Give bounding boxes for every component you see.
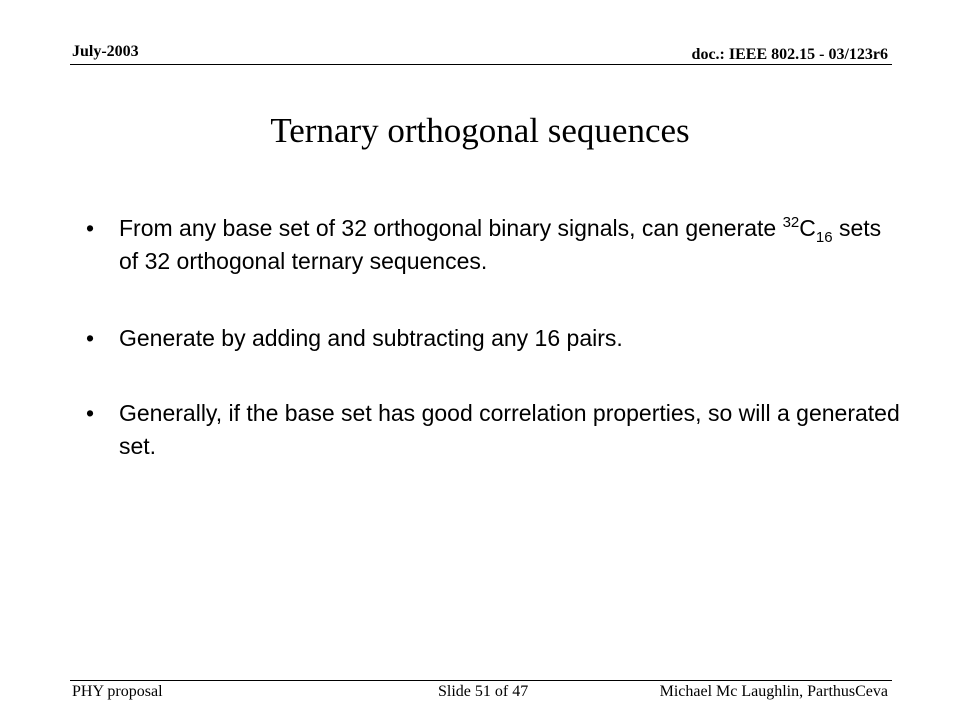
header-doc-id: doc.: IEEE 802.15 - 03/123r6 — [691, 46, 888, 63]
footer-slide-number: Slide 51 of 47 — [438, 683, 529, 700]
bullet-item-2 — [86, 322, 906, 355]
subscript-16: 16 — [815, 229, 833, 246]
bullet-marker: • — [86, 400, 95, 426]
bullet-item-3 — [86, 397, 906, 463]
slide-title: Ternary orthogonal sequences — [270, 111, 690, 150]
bullet-text-part1: From any base set of 32 orthogonal binary signals, can generate — [119, 215, 783, 241]
footer-rule — [70, 680, 892, 681]
combination-symbol: C — [799, 215, 816, 241]
bullet-list — [86, 212, 906, 463]
bullet-item-1 — [86, 212, 906, 278]
footer-left: PHY proposal — [72, 683, 163, 700]
bullet-marker: • — [86, 325, 95, 351]
bullet-text-part2: sets of 32 orthogonal ternary sequences. — [119, 215, 882, 274]
bullet-text: Generate by adding and subtracting any 16 pairs. — [119, 325, 623, 351]
bullet-marker: • — [86, 215, 95, 241]
header-rule — [70, 64, 892, 65]
header-date: July-2003 — [72, 43, 139, 60]
superscript-32: 32 — [782, 214, 800, 231]
footer-author: Michael Mc Laughlin, ParthusCeva — [659, 683, 888, 700]
bullet-text: Generally, if the base set has good correlation properties, so will a generated set. — [119, 400, 900, 459]
